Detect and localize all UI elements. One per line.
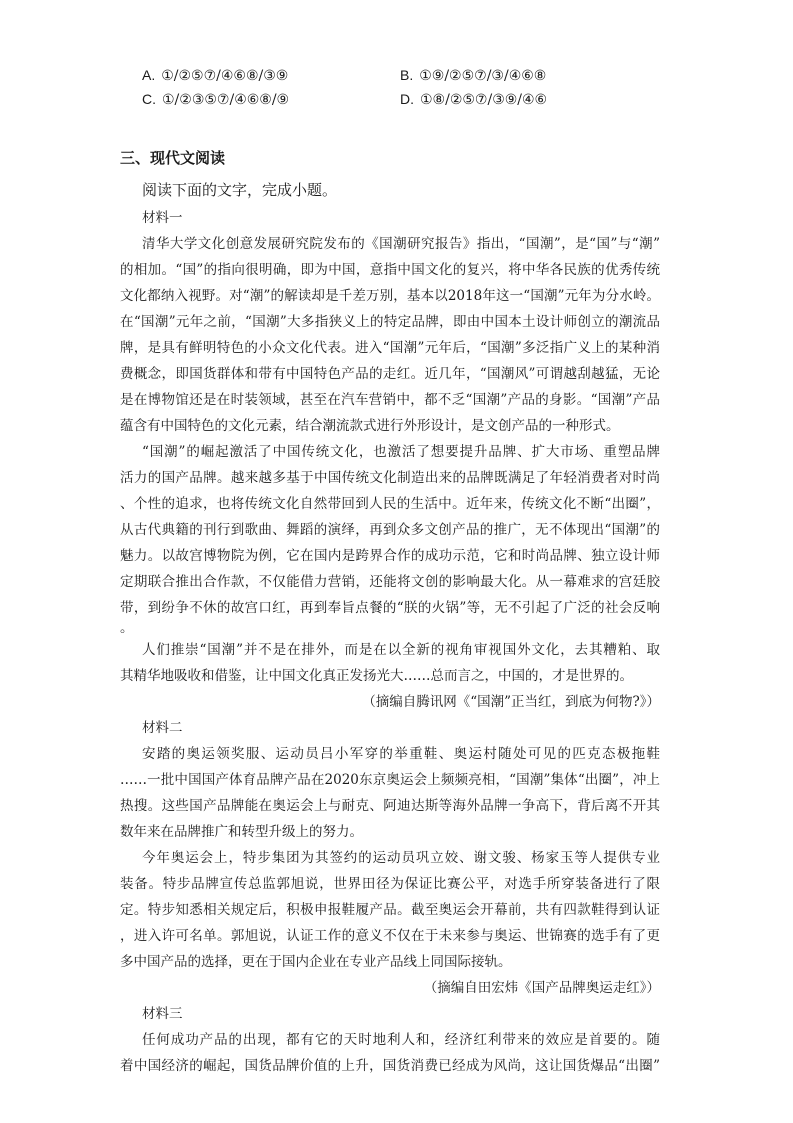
paragraph-line: 今年奥运会上，特步集团为其签约的运动员巩立姣、谢文骏、杨家玉等人提供专业 xyxy=(142,850,660,866)
paragraph-line: 着中国经济的崛起，国货品牌价值的上升，国货消费已经成为风尚，这让国货爆品“出圈” xyxy=(120,1058,660,1074)
paragraph-line: 魅力。以故宫博物院为例，它在国内是跨界合作的成功示范，它和时尚品牌、独立设计师 xyxy=(120,548,660,564)
option-d[interactable] xyxy=(400,91,547,108)
paragraph-line: 带，到纷争不休的故宫口红，再到奉旨点餐的“朕的火锅”等，无不引起了广泛的社会反响 xyxy=(120,600,660,616)
paragraph-line: 费概念，即国货群体和带有中国特色产品的走红。近几年，“国潮风”可谓越刮越猛，无论 xyxy=(120,366,660,382)
paragraph-line: 从古代典籍的刊行到歌曲、舞蹈的演绎，再到众多文创产品的推广，无不体现出“国潮”的 xyxy=(120,522,660,538)
option-a[interactable] xyxy=(142,67,288,84)
option-sequence: ①⑨/②⑤⑦/③/④⑥⑧ xyxy=(419,68,547,84)
paragraph-line: 定期联合推出合作款，不仅能借力营销，还能将文创的影响最大化。从一幕难求的宫廷胶 xyxy=(120,574,660,590)
option-letter: C. xyxy=(142,91,156,107)
option-letter: D. xyxy=(400,91,414,107)
paragraph-line: 定。特步知悉相关规定后，积极申报鞋履产品。截至奥运会开幕前，共有四款鞋得到认证 xyxy=(120,902,660,918)
paragraph-line: 。 xyxy=(120,620,134,636)
paragraph-line: 蕴含有中国特色的文化元素，结合潮流款式进行外形设计，是文创产品的一种形式。 xyxy=(120,418,620,434)
option-sequence: ①⑧/②⑤⑦/③⑨/④⑥ xyxy=(420,92,548,108)
paragraph-line: 其精华地吸收和借鉴，让中国文化真正发扬光大……总而言之，中国的，才是世界的。 xyxy=(120,668,633,684)
source-citation: （摘编自田宏炜《国产品牌奥运走红》） xyxy=(423,980,660,996)
paragraph-line: 在“国潮”元年之前，“国潮”大多指狭义上的特定品牌，即由中国本土设计师创立的潮流品 xyxy=(120,314,660,330)
paragraph-line: 任何成功产品的出现，都有它的天时地利人和，经济红利带来的效应是首要的。随 xyxy=(142,1032,660,1048)
paragraph-line: 装备。特步品牌宣传总监郭旭说，世界田径为保证比赛公平，对选手所穿装备进行了限 xyxy=(120,876,660,892)
material-heading: 材料一 xyxy=(142,210,183,226)
paragraph-line: 清华大学文化创意发展研究院发布的《国潮研究报告》指出，“国潮”，是“国”与“潮” xyxy=(142,236,660,252)
paragraph-line: 热搜。这些国产品牌能在奥运会上与耐克、阿迪达斯等海外品牌一争高下，背后离不开其 xyxy=(120,798,660,814)
option-sequence: ①/②③⑤⑦/④⑥⑧/⑨ xyxy=(162,92,290,108)
paragraph-line: 活力的国产品牌。越来越多基于中国传统文化制造出来的品牌既满足了年轻消费者对时尚 xyxy=(120,470,660,486)
instruction-text: 阅读下面的文字，完成小题。 xyxy=(142,181,338,199)
paragraph-line: 是在博物馆还是在时装领域，甚至在汽车营销中，都不乏“国潮”产品的身影。“国潮”产品 xyxy=(120,392,660,408)
paragraph-line: 安踏的奥运领奖服、运动员吕小军穿的举重鞋、奥运村随处可见的匹克态极拖鞋 xyxy=(142,746,660,762)
section-title: 三、现代文阅读 xyxy=(120,149,226,167)
paragraph-line: ，进入许可名单。郭旭说，认证工作的意义不仅在于未来参与奥运、世锦赛的选手有了更 xyxy=(120,928,660,944)
material-heading: 材料二 xyxy=(142,720,183,736)
option-c[interactable] xyxy=(142,91,289,108)
paragraph-line: 的相加。“国”的指向很明确，即为中国，意指中国文化的复兴，将中华各民族的优秀传统 xyxy=(120,262,660,278)
option-sequence: ①/②⑤⑦/④⑥⑧/③⑨ xyxy=(161,68,289,84)
paragraph-line: 人们推崇“国潮”并不是在排外，而是在以全新的视角审视国外文化，去其糟粕、取 xyxy=(142,642,660,658)
paragraph-line: 多中国产品的选择，更在于国内企业在专业产品线上同国际接轨。 xyxy=(120,954,512,970)
material-heading: 材料三 xyxy=(142,1006,183,1022)
source-citation: （摘编自腾讯网《“国潮”正当红，到底为何物?》） xyxy=(362,694,660,710)
paragraph-line: “国潮”的崛起激活了中国传统文化，也激活了想要提升品牌、扩大市场、重塑品牌 xyxy=(142,444,660,460)
option-letter: B. xyxy=(400,67,414,83)
paragraph-line: 文化都纳入视野。对“潮”的解读却是千差万别，基本以2018年这一“国潮”元年为分水岭。 xyxy=(120,288,660,304)
paragraph-line: 、个性的追求，也将传统文化自然带回到人民的生活中。近年来，传统文化不断“出圈”， xyxy=(120,496,660,512)
paragraph-line: 数年来在品牌推广和转型升级上的努力。 xyxy=(120,824,363,840)
option-letter: A. xyxy=(142,67,156,83)
option-b[interactable] xyxy=(400,67,546,84)
paragraph-line: ……一批中国国产体育品牌产品在2020东京奥运会上频频亮相，“国潮”集体“出圈”，冲上 xyxy=(120,772,660,788)
paragraph-line: 牌，是具有鲜明特色的小众文化代表。进入“国潮”元年后，“国潮”多泛指广义上的某种消 xyxy=(120,340,660,356)
